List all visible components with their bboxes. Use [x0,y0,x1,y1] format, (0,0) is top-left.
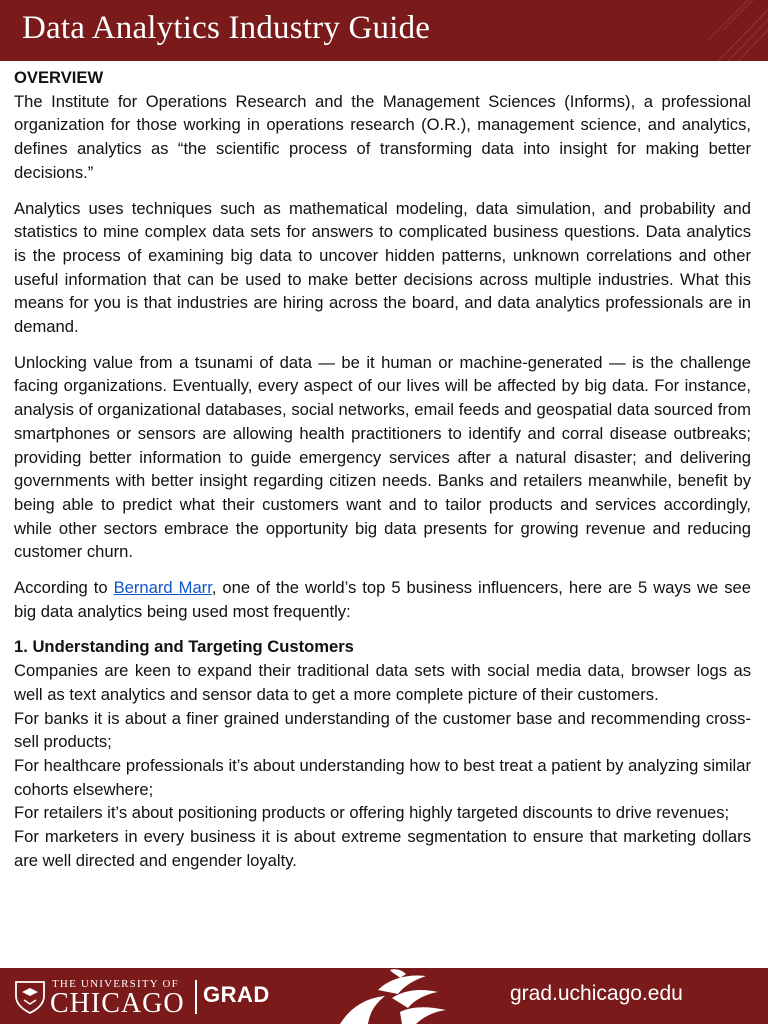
footer-divider [195,980,197,1014]
section-1-line-5: For marketers in every business it is about extreme segmentation to ensure that marketing dollars are well directed and engender loyalty. [14,827,751,870]
page-title: Data Analytics Industry Guide [22,10,431,46]
overview-paragraph-3: Unlocking value from a tsunami of data — be it human or machine-generated — is the challenge facing organizations. Eventually, every aspect of our lives will be affected by big data. For instance, analysis of organizational databases, social networks, email feeds and geospatial data sourced from smartphones or sensors are allowing health practitioners to identify and corral disease outbreaks; providing better information to guide emergency services after a natural disaster; and delivering governments with better insight regarding citizen needs. Banks and retailers meanwhile, benefit by being able to predict what their customers want and to tailor products and services accordingly, while other sectors embrace the opportunity big data presents for growing revenue and reducing customer churn. [14,352,751,562]
grad-label: GRAD [203,982,270,1007]
section-1-line-1: Companies are keen to expand their traditional data sets with social media data, browser logs as well as text analytics and sensor data to get a more complete picture of their customers. [14,661,751,704]
paragraph-4-rest: , one of the world’s top 5 business influencers, here are 5 ways we see big data analytics being used most frequently: [14,578,751,621]
university-name: CHICAGO [50,988,185,1019]
overview-paragraph-2: Analytics uses techniques such as mathematical modeling, data simulation, and probability and statistics to mine complex data sets for answers to complicated business questions. Data analytics is the process of examining big data to uncover hidden patterns, unknown correlations and other useful information that can be used to make better decisions across multiple industries. What this means for you is that industries are hiring across the board, and data analytics professionals are in demand. [14,198,751,337]
section-1-line-2: For banks it is about a finer grained understanding of the customer base and recommending cross-sell products; [14,708,751,752]
section-1-line-3: For healthcare professionals it’s about understanding how to best treat a patient by analyzing similar cohorts elsewhere; [14,755,751,799]
university-small-text: THE UNIVERSITY OF [52,978,179,990]
overview-paragraph-1: The Institute for Operations Research and the Management Sciences (Informs), a professional organization for those working in operations research (O.R.), management science, and analytics, defines analytics as “the scientific process of transforming data into insight for making better decisions.” [14,91,751,182]
overview-paragraph-4 [14,576,751,623]
university-shield-icon [14,980,46,1014]
phoenix-icon [330,968,460,1024]
page-header [0,0,768,61]
overview-heading: OVERVIEW [14,68,104,87]
paragraph-4-lead: According to [14,578,114,598]
page-footer [0,968,768,1024]
website-url[interactable]: grad.uchicago.edu [510,982,683,1005]
section-1-heading: 1. Understanding and Targeting Customers [14,637,354,657]
section-1-line-4: For retailers it’s about positioning products or offering highly targeted discounts to drive revenues; [14,803,730,823]
bernard-marr-link[interactable]: Bernard Marr [113,578,212,598]
header-decoration-icon [678,0,768,61]
document-body [14,66,751,873]
